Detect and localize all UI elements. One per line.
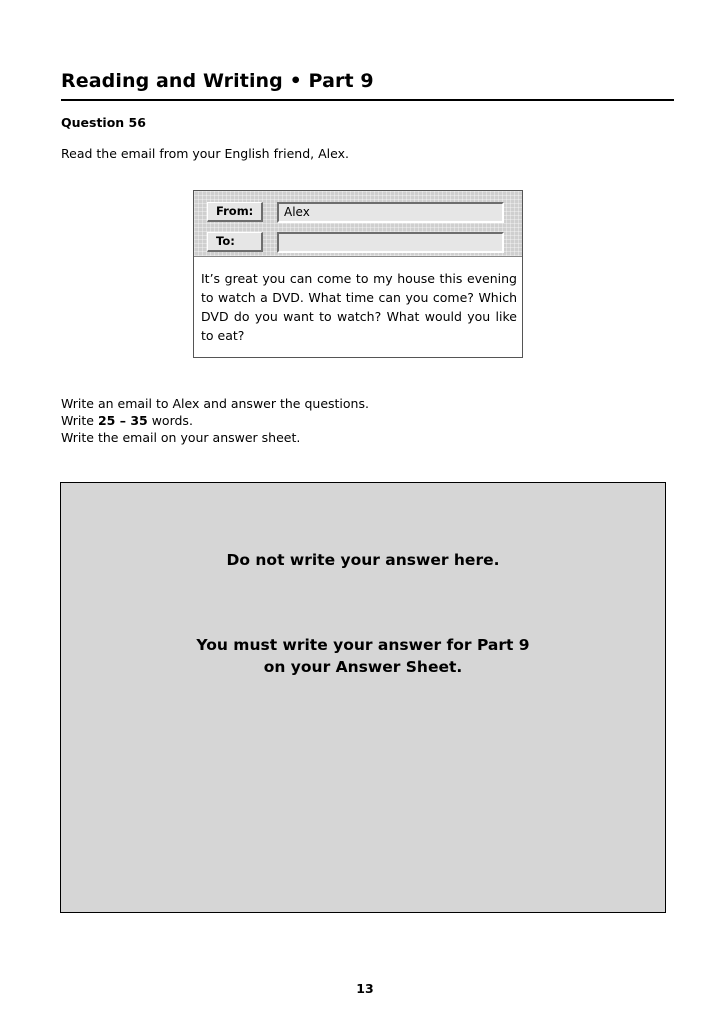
email-body: It’s great you can come to my house this evening to watch a DVD. What time can you come? Which DVD do you want to watch? What would you like to eat?: [201, 271, 517, 343]
page-title: Reading and Writing • Part 9: [61, 70, 374, 92]
from-field: Alex: [277, 202, 504, 223]
from-label: From:: [207, 202, 263, 222]
instruction-line-3: Write the email on your answer sheet.: [61, 430, 301, 445]
to-field: [277, 232, 504, 253]
to-label: To:: [207, 232, 263, 252]
page-number: 13: [356, 981, 374, 996]
answer-warning: Do not write your answer here.: [226, 551, 500, 569]
answer-instruction-line-2: on your Answer Sheet.: [263, 658, 463, 676]
email-window: [193, 190, 523, 358]
title-rule: [61, 99, 674, 101]
question-label: Question 56: [61, 115, 146, 130]
instruction-line-2-suffix: words.: [147, 413, 193, 428]
word-count: 25 – 35: [97, 413, 148, 428]
instructions: [61, 395, 369, 446]
answer-instruction-line-1: You must write your answer for Part 9: [196, 636, 530, 654]
instruction-line-2: [61, 412, 369, 429]
answer-instruction: [61, 634, 665, 678]
question-intro: Read the email from your English friend, Alex.: [61, 146, 349, 161]
instruction-line-1: Write an email to Alex and answer the questions.: [61, 396, 369, 411]
email-header: [194, 191, 522, 257]
instruction-line-2-prefix: Write: [61, 413, 98, 428]
answer-box: [60, 482, 666, 913]
